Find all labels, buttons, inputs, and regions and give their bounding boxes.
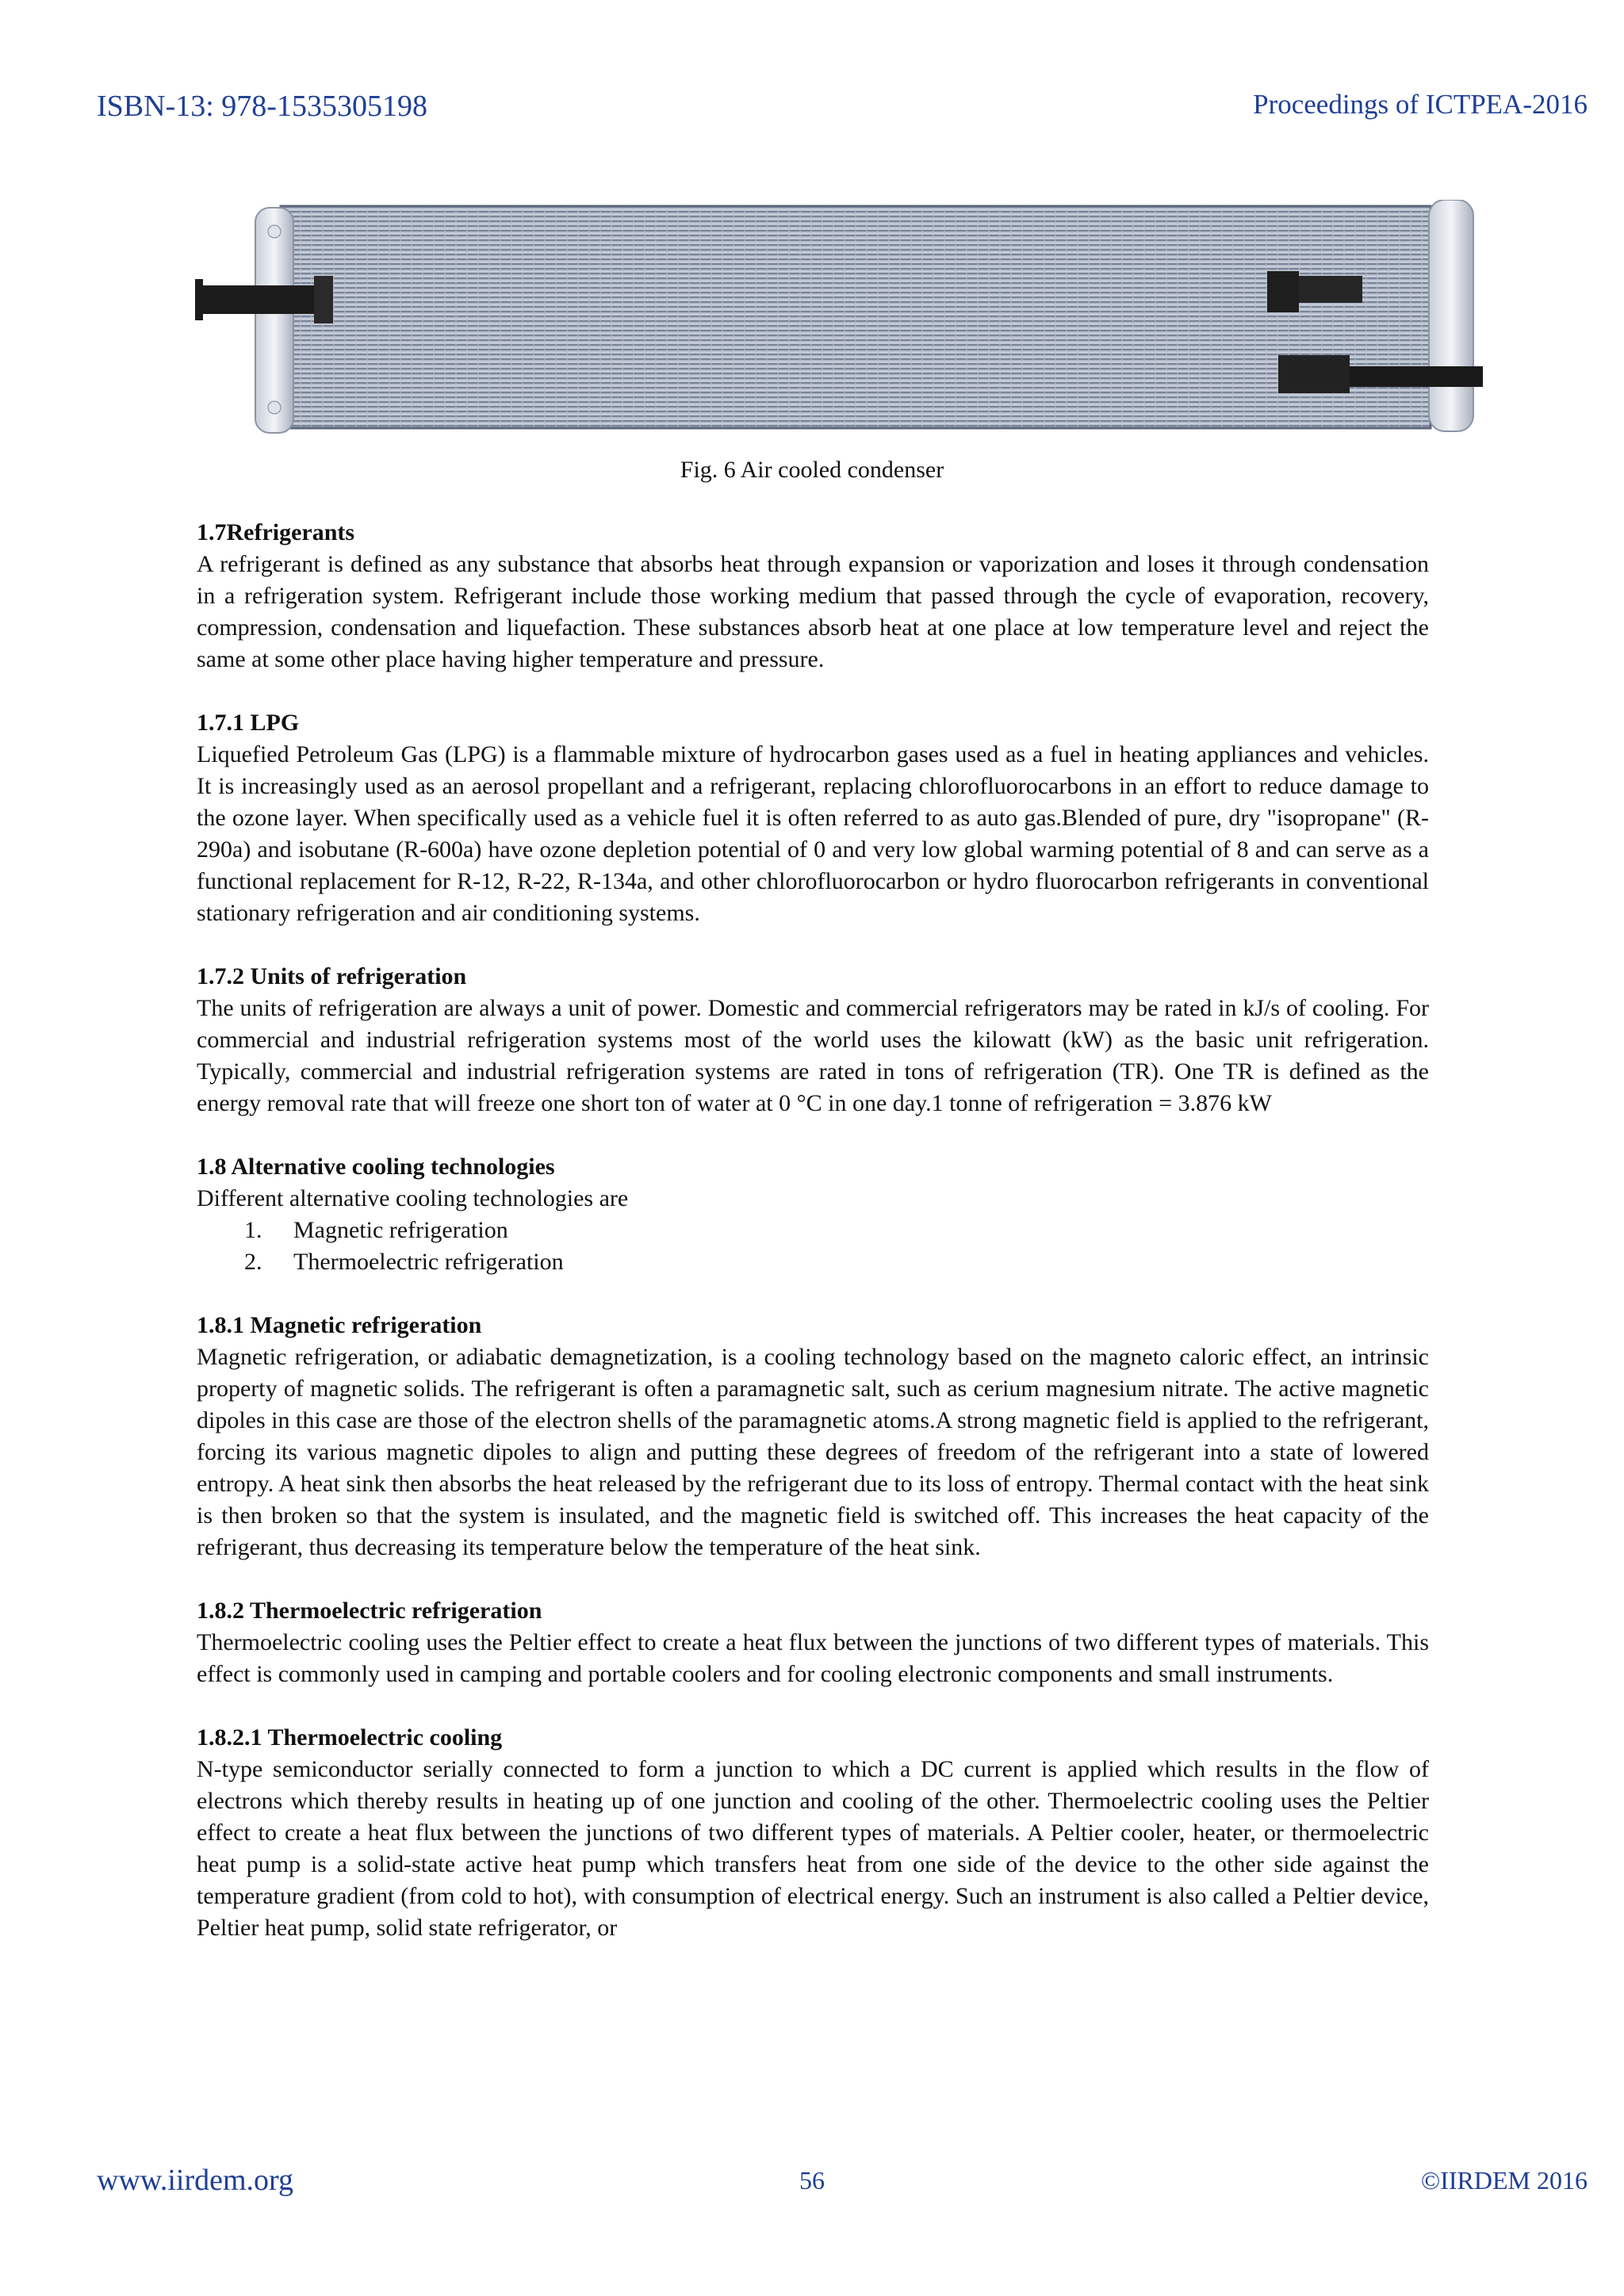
section-thermoelectric — [197, 1595, 1429, 1690]
list-number: 1. — [244, 1217, 262, 1243]
condenser-core — [281, 206, 1431, 428]
section-heading: 1.7Refrigerants — [197, 519, 355, 545]
footer-copyright: ©IIRDEM 2016 — [1420, 2166, 1588, 2195]
list-item — [197, 1215, 1429, 1246]
section-heading: 1.8.2 Thermoelectric refrigeration — [197, 1598, 542, 1624]
main-content — [197, 517, 1429, 1976]
section-magnetic — [197, 1310, 1429, 1563]
section-heading: 1.8.1 Magnetic refrigeration — [197, 1312, 482, 1338]
section-paragraph: Thermoelectric cooling uses the Peltier effect to create a heat flux between the junctions of two different types of materials. This effect is commonly used in camping and portable coolers and for cooling electronic components and small instruments. — [197, 1629, 1429, 1687]
right-tank — [1429, 200, 1473, 431]
condenser-figure — [195, 200, 1483, 438]
section-alternative — [197, 1151, 1429, 1278]
section-heading: 1.7.2 Units of refrigeration — [197, 963, 467, 989]
section-paragraph: A refrigerant is defined as any substance that absorbs heat through expansion or vaporization and loses it through condensation in a refrigeration system. Refrigerant include those working medium that passed through the cycle of evaporation, recovery, compression, condensation and liquefaction. These substances absorb heat at one place at low temperature level and reject the same at some other place having higher temperature and pressure. — [197, 551, 1429, 672]
figure-caption: Fig. 6 Air cooled condenser — [680, 457, 944, 483]
section-paragraph: N-type semiconductor serially connected to form a junction to which a DC current is applied which results in the flow of electrons which thereby results in heating up of one junction and cooling of the other. Thermoelectric cooling uses the Peltier effect to create a heat flux between the junctions of two different types of materials. A Peltier cooler, heater, or thermoelectric heat pump is a solid-state active heat pump which transfers heat from one side of the device to the other side against the temperature gradient (from cold to hot), with consumption of electrical energy. Such an instrument is also called a Peltier device, Peltier heat pump, solid state refrigerator, or — [197, 1756, 1429, 1941]
section-paragraph: Liquefied Petroleum Gas (LPG) is a flammable mixture of hydrocarbon gases used as a fuel in heating appliances and vehicles. It is increasingly used as an aerosol propellant and a refrigerant, replacing chlorofluorocarbons in an effort to reduce damage to the ozone layer. When specifically used as a vehicle fuel it is often referred to as auto gas.Blended of pure, dry "isopropane" (R-290a) and isobutane (R-600a) have ozone depletion potential of 0 and very low global warming potential of 8 and can serve as a functional replacement for R-12, R-22, R-134a, and other chlorofluorocarbon or hydro fluorocarbon refrigerants in conventional stationary refrigeration and air conditioning systems. — [197, 741, 1429, 926]
list-number: 2. — [244, 1249, 262, 1275]
section-heading: 1.7.1 LPG — [197, 710, 300, 736]
right-top-bracket — [1267, 271, 1299, 312]
section-paragraph: The units of refrigeration are always a unit of power. Domestic and commercial refrigerators may be rated in kJ/s of cooling. For commercial and industrial refrigeration systems most of the world uses the kilowatt (kW) as the basic unit refrigeration. Typically, commercial and industrial refrigeration systems are rated in tons of refrigeration (TR). One TR is defined as the energy removal rate that will freeze one short ton of water at 0 °C in one day.1 tonne of refrigeration = 3.876 kW — [197, 995, 1429, 1116]
header-proceedings: Proceedings of ICTPEA-2016 — [1253, 89, 1588, 120]
list-item — [197, 1246, 1429, 1278]
section-thermoelectric-cooling — [197, 1722, 1429, 1944]
list-text: Thermoelectric refrigeration — [293, 1249, 564, 1275]
left-tank — [255, 208, 293, 433]
header-isbn: ISBN-13: 978-1535305198 — [97, 90, 427, 123]
list-text: Magnetic refrigeration — [293, 1217, 508, 1243]
section-paragraph: Magnetic refrigeration, or adiabatic demagnetization, is a cooling technology based on the magneto caloric effect, an intrinsic property of magnetic solids. The refrigerant is often a paramagnetic salt, such as cerium magnesium nitrate. The active magnetic dipoles in this case are those of the electron shells of the paramagnetic atoms.A strong magnetic field is applied to the refrigerant, forcing its various magnetic dipoles to align and putting these degrees of freedom of the refrigerant into a state of lowered entropy. A heat sink then absorbs the heat released by the refrigerant due to its loss of entropy. Thermal contact with the heat sink is then broken so that the system is insulated, and the magnetic field is switched off. This increases the heat capacity of the refrigerant, thus decreasing its temperature below the temperature of the heat sink. — [197, 1344, 1429, 1560]
section-heading: 1.8 Alternative cooling technologies — [197, 1154, 555, 1180]
section-paragraph: Different alternative cooling technologies are — [197, 1185, 629, 1211]
section-heading: 1.8.2.1 Thermoelectric cooling — [197, 1724, 503, 1751]
section-refrigerants — [197, 517, 1429, 675]
left-bracket — [195, 285, 322, 314]
section-lpg — [197, 707, 1429, 929]
footer-website[interactable]: www.iirdem.org — [97, 2164, 294, 2197]
section-units — [197, 961, 1429, 1119]
footer-page-number: 56 — [799, 2166, 825, 2195]
right-bottom-bracket — [1340, 366, 1483, 387]
